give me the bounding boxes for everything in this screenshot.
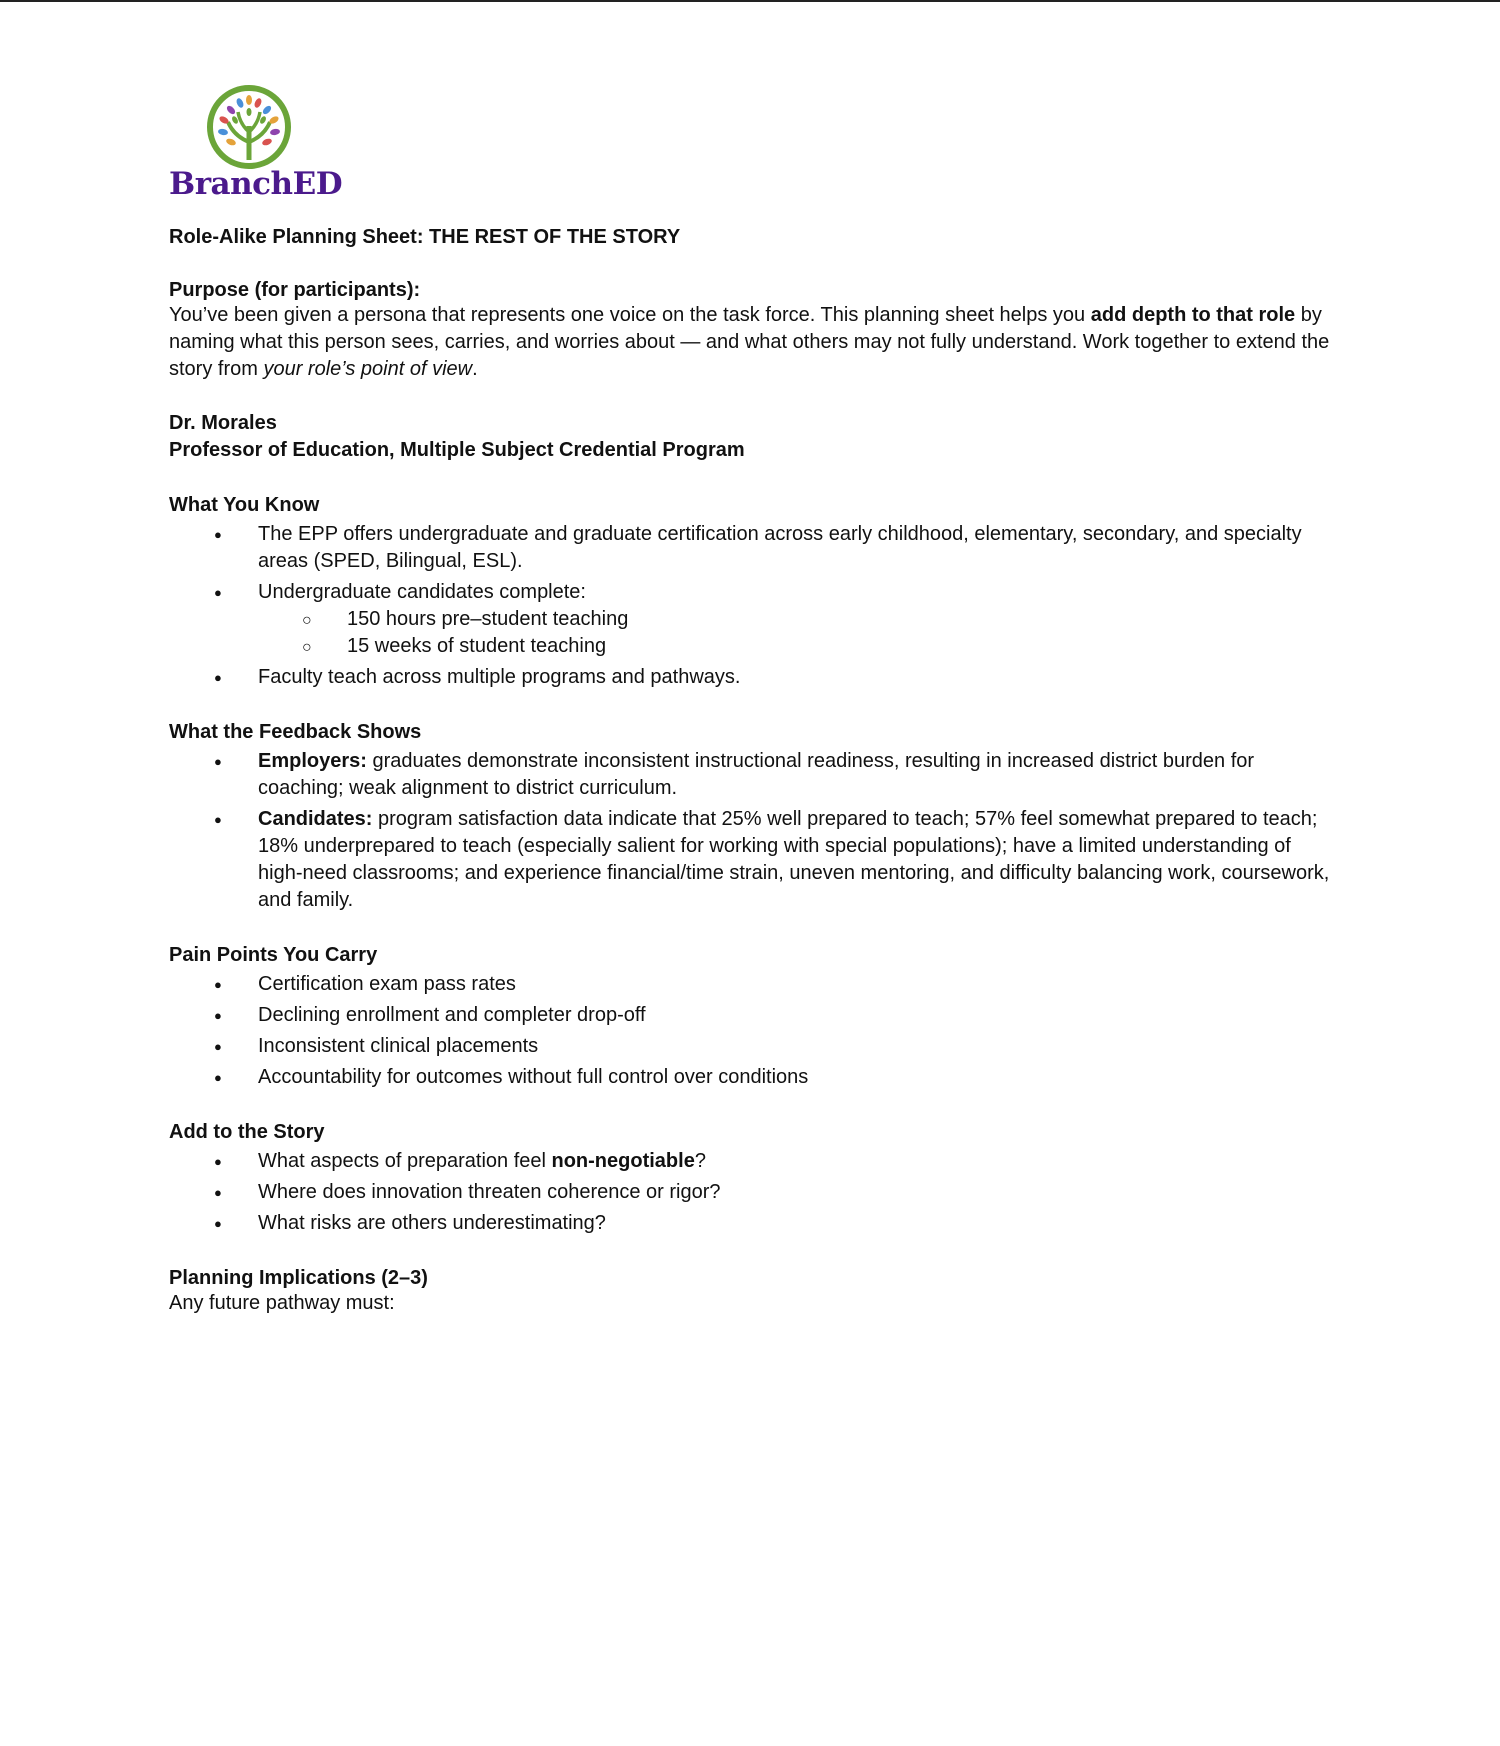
persona-name: Dr. Morales — [169, 412, 277, 434]
list-item: ● Employers: graduates demonstrate inconsistent instructional readiness, resulting in increased district burden for coaching; weak alignment to district curriculum. — [169, 748, 1339, 802]
add-story-list — [169, 1148, 1339, 1237]
tree-icon — [204, 82, 294, 172]
list-item: ● Candidates: program satisfaction data indicate that 25% well prepared to teach; 57% feel somewhat prepared to teach; 18% underprepared to teach (especially salient for working with special populations); have a limited understanding of high-need classrooms; and experience financial/time strain, uneven mentoring, and difficulty balancing work, coursework, and family. — [169, 806, 1339, 914]
brand-wordmark: BranchED — [169, 166, 343, 202]
list-item: ● Faculty teach across multiple programs and pathways. — [169, 664, 1339, 691]
list-item: ● Inconsistent clinical placements — [169, 1033, 1339, 1060]
list-item: ● Certification exam pass rates — [169, 971, 1339, 998]
what-you-know-heading: What You Know — [169, 494, 320, 516]
list-item: ● Undergraduate candidates complete: — [169, 579, 1339, 606]
purpose-text: You’ve been given a persona that represents one voice on the task force. This planning sheet helps you add depth to that role by naming what this person sees, carries, and worries about — and what others may not fully understand. Work together to extend the story from your role’s point of view. — [169, 304, 1330, 380]
brand-logo — [169, 82, 343, 202]
sub-list-item: ○ 15 weeks of student teaching — [169, 633, 1339, 660]
add-story-heading: Add to the Story — [169, 1121, 325, 1143]
implications-prompt: Any future pathway must: — [169, 1292, 395, 1314]
list-item: ● Accountability for outcomes without full control over conditions — [169, 1064, 1339, 1091]
persona-role: Professor of Education, Multiple Subject Credential Program — [169, 439, 745, 461]
list-item: ● Where does innovation threaten coherence or rigor? — [169, 1179, 1339, 1206]
purpose-heading: Purpose (for participants): — [169, 279, 421, 301]
pain-points-list — [169, 971, 1339, 1091]
feedback-heading: What the Feedback Shows — [169, 721, 422, 743]
document-title: Role-Alike Planning Sheet: THE REST OF THE STORY — [169, 226, 681, 248]
sub-list-item: ○ 150 hours pre–student teaching — [169, 606, 1339, 633]
list-item: ● The EPP offers undergraduate and graduate certification across early childhood, elementary, secondary, and specialty areas (SPED, Bilingual, ESL). — [169, 521, 1339, 575]
implications-heading: Planning Implications (2–3) — [169, 1267, 428, 1289]
list-item: ● What risks are others underestimating? — [169, 1210, 1339, 1237]
top-border — [0, 0, 1500, 2]
what-you-know-list — [169, 521, 1339, 691]
list-item: ● Declining enrollment and completer drop-off — [169, 1002, 1339, 1029]
list-item: ● What aspects of preparation feel non-negotiable? — [169, 1148, 1339, 1175]
feedback-list — [169, 748, 1339, 914]
document-page — [169, 82, 1339, 1317]
pain-points-heading: Pain Points You Carry — [169, 944, 378, 966]
